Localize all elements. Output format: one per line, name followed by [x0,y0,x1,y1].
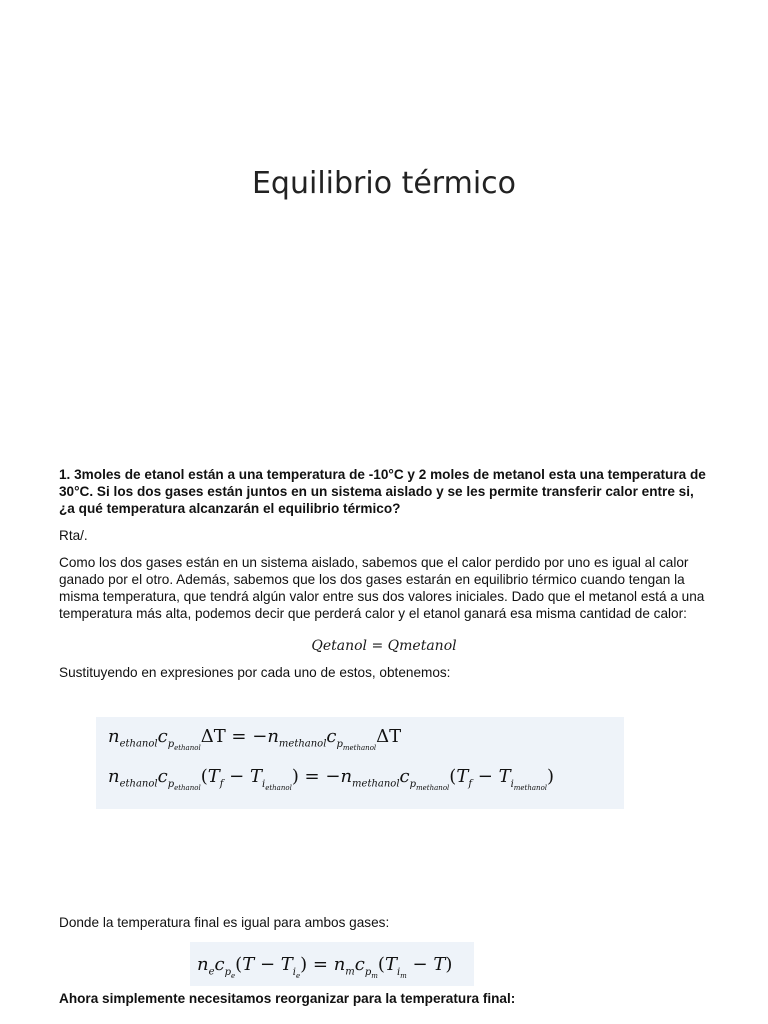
substitution-text: Sustituyendo en expresiones por cada uno de estos, obtenemos: [59,665,451,680]
page-title: Equilibrio térmico [251,166,517,201]
final-temp-text: Donde la temperatura final es igual para ambos gases: [59,915,390,930]
reorganize-text: Ahora simplemente necesitamos reorganizar para la temperatura final: [59,991,516,1006]
equation-block-final [190,942,474,986]
heat-equality-equation: Qetanol = Qmetanol [311,638,457,654]
explanation-text: Como los dos gases están en un sistema aislado, sabemos que el calor perdido por uno es igual al calor ganado por el otro. Además, sabemos que los dos gases estarán en equilibrio térmico cuando tengan la misma temperatura, que tendrá algún valor entre sus dos valores iniciales. Dado que el metanol está a una temperatura más alta, podemos decir que perderá calor y el etanol ganará esa misma cantidad de calor: [59,555,705,621]
equation-line-2: $n_{ethanol}c_{p_{ethanol}}(T_f - T_{i_{ethanol}}) = -n_{methanol}c_{p_{methanol}}(T_f - T_{i_{methanol}})$ [108,766,555,792]
equation-line-3: $n_ec_{p_e}(T - T_{i_e}) = n_mc_{p_m}(T_{i_m} - T)$ [197,954,453,980]
question-text: 1. 3moles de etanol están a una temperatura de -10°C y 2 moles de metanol esta una temperatura de 30°C. Si los dos gases están juntos en un sistema aislado y se les permite transferir calor entre si, ¿a qué temperatura alcanzarán el equilibrio térmico? [59,467,706,516]
answer-label: Rta/. [59,528,88,543]
equation-line-1: $n_{ethanol}c_{p_{ethanol}}\Delta T = -n_{methanol}c_{p_{methanol}}\Delta T$ [108,726,402,752]
equation-block [96,717,624,809]
